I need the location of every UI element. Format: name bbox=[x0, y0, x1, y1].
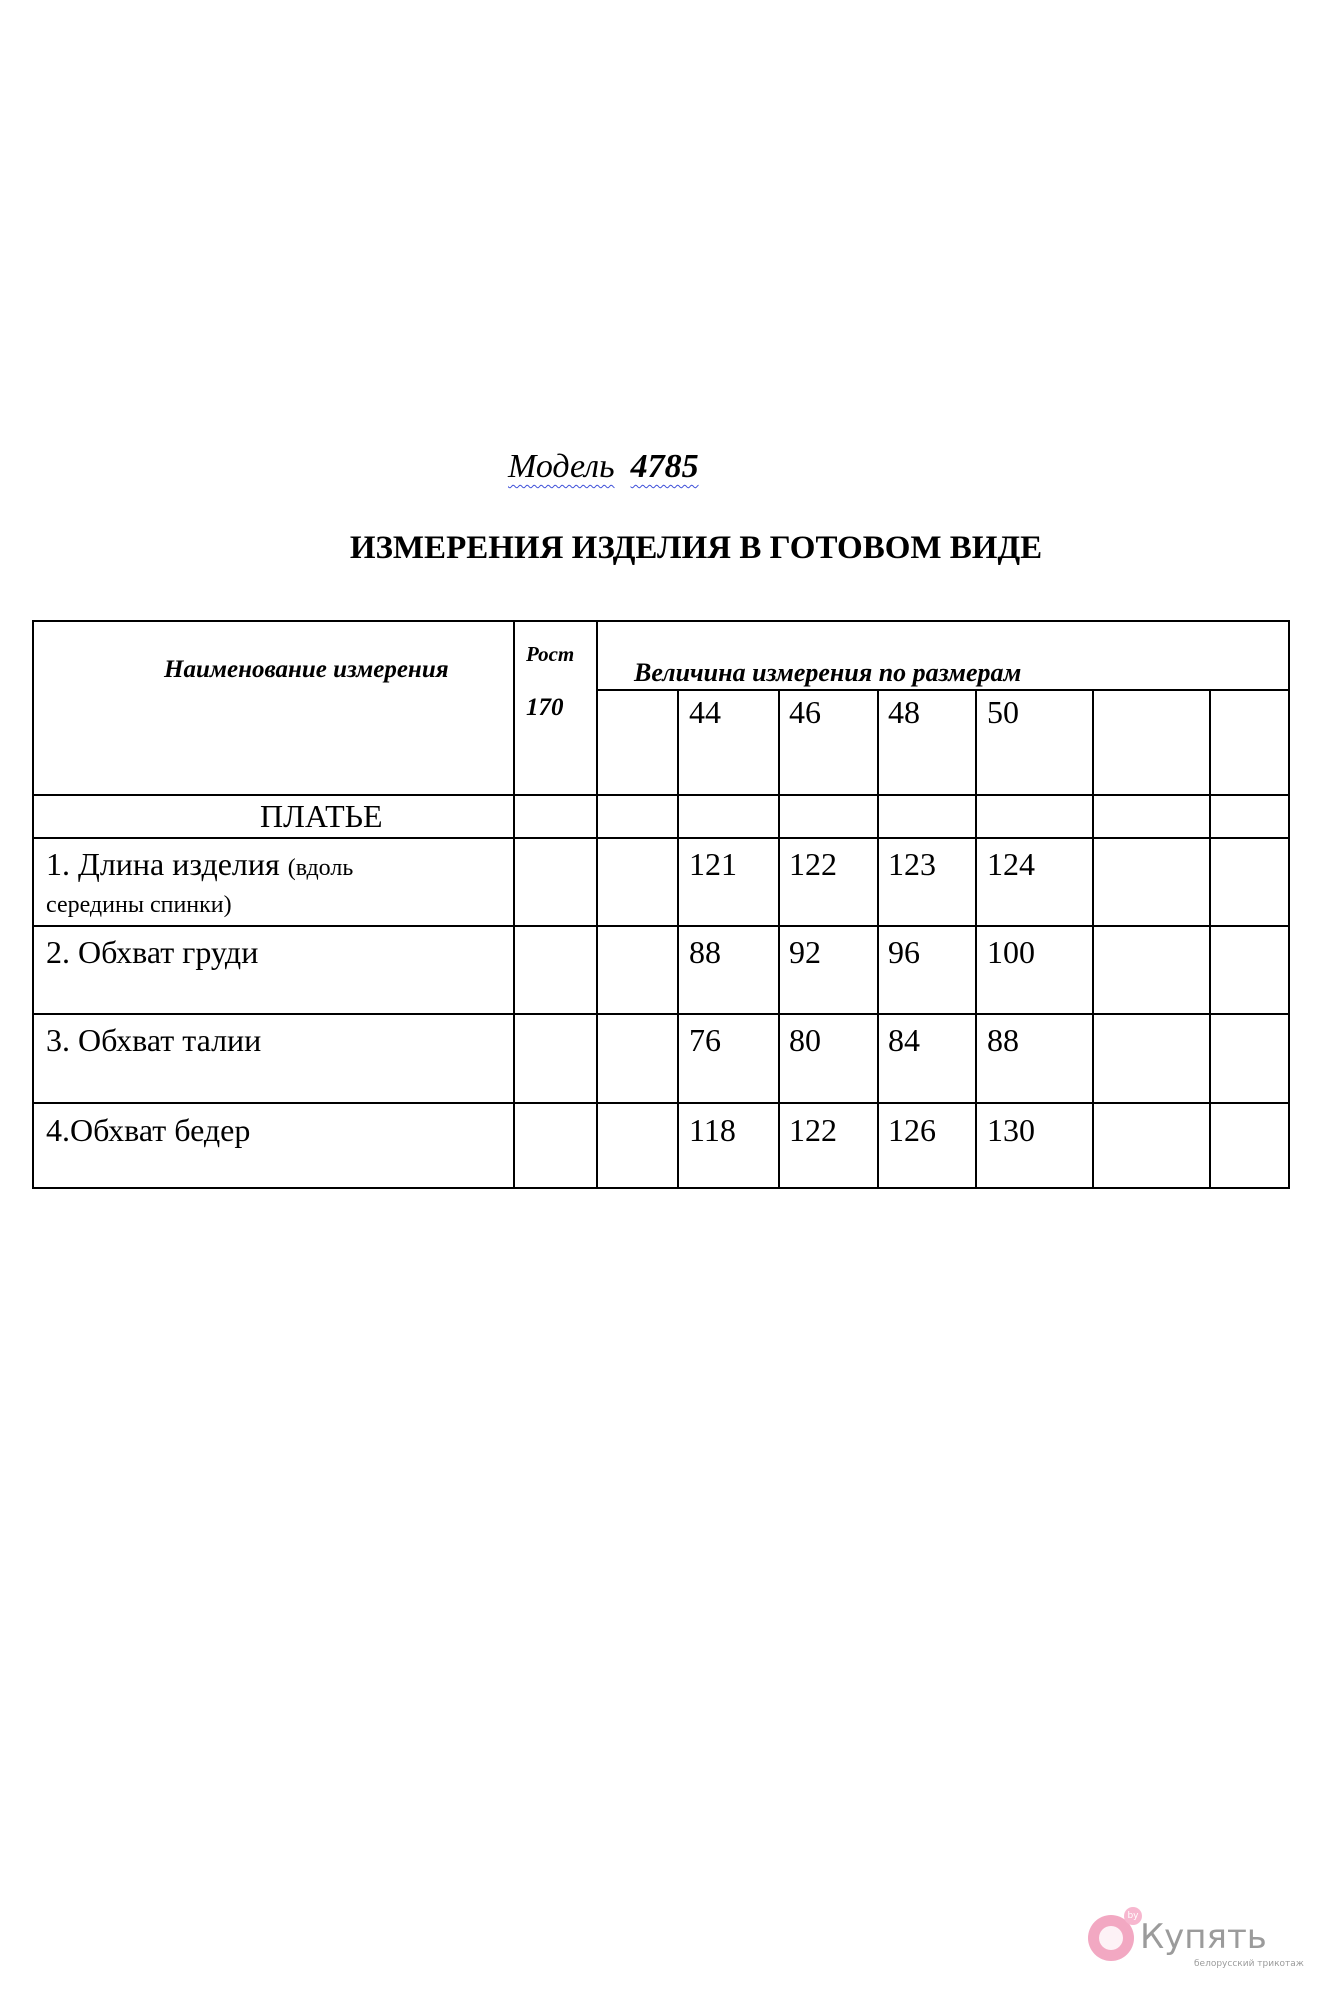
table-cell: 96 bbox=[888, 934, 920, 970]
row-label-text: 1. Длина изделия bbox=[46, 846, 288, 882]
table-col-line-6 bbox=[975, 689, 977, 1189]
logo-badge-inner-icon bbox=[1099, 1926, 1123, 1950]
table-cell: 84 bbox=[888, 1022, 920, 1058]
table-col-line-7 bbox=[1092, 689, 1094, 1189]
table-border-top bbox=[32, 620, 1290, 622]
table-col-line-4 bbox=[778, 689, 780, 1189]
watermark-logo bbox=[1088, 1907, 1304, 1977]
header-values-label: Величина измерения по размерам bbox=[634, 658, 1022, 687]
table-line-row2-bottom bbox=[32, 1013, 1290, 1015]
table-row-label-note: середины спинки) bbox=[46, 892, 232, 918]
header-height-label: Рост bbox=[526, 642, 575, 666]
table-cell: 80 bbox=[789, 1022, 821, 1058]
document-heading: ИЗМЕРЕНИЯ ИЗДЕЛИЯ В ГОТОВОМ ВИДЕ bbox=[349, 530, 1043, 566]
table-border-bottom bbox=[32, 1187, 1290, 1189]
table-row-label bbox=[46, 846, 353, 883]
header-size-50: 50 bbox=[987, 694, 1019, 730]
table-cell: 118 bbox=[689, 1112, 736, 1148]
table-col-line-5 bbox=[877, 689, 879, 1189]
table-cell: 88 bbox=[689, 934, 721, 970]
table-line-row3-bottom bbox=[32, 1102, 1290, 1104]
row-label-note: (вдоль bbox=[287, 855, 354, 881]
measurements-table bbox=[32, 620, 1290, 1189]
table-row-label: 2. Обхват груди bbox=[46, 934, 259, 970]
table-cell: 121 bbox=[689, 846, 737, 882]
table-cell: 124 bbox=[987, 846, 1035, 882]
table-col-line-2 bbox=[596, 620, 598, 1189]
table-line-section-bottom bbox=[32, 837, 1290, 839]
table-line-subheader bbox=[596, 689, 1290, 691]
table-line-header-bottom bbox=[32, 794, 1290, 796]
table-cell: 122 bbox=[789, 1112, 837, 1148]
header-size-48: 48 bbox=[888, 694, 920, 730]
model-label: Модель bbox=[508, 448, 615, 485]
header-measurement-name: Наименование измерения bbox=[164, 656, 449, 683]
logo-subtitle: белорусский трикотаж bbox=[1194, 1959, 1304, 1969]
table-col-line-8 bbox=[1209, 689, 1211, 1189]
model-title bbox=[508, 448, 699, 486]
table-cell: 126 bbox=[888, 1112, 936, 1148]
table-cell: 92 bbox=[789, 934, 821, 970]
section-title: ПЛАТЬЕ bbox=[260, 798, 383, 834]
table-cell: 123 bbox=[888, 846, 936, 882]
table-cell: 76 bbox=[689, 1022, 721, 1058]
table-col-line-1 bbox=[513, 620, 515, 1189]
table-cell: 130 bbox=[987, 1112, 1035, 1148]
table-cell: 122 bbox=[789, 846, 837, 882]
logo-by-badge: by bbox=[1124, 1907, 1142, 1925]
header-size-44: 44 bbox=[689, 694, 721, 730]
table-line-row1-bottom bbox=[32, 925, 1290, 927]
header-height-value: 170 bbox=[526, 694, 564, 721]
header-size-46: 46 bbox=[789, 694, 821, 730]
table-row-label: 4.Обхват бедер bbox=[46, 1112, 251, 1148]
logo-text: Купять bbox=[1140, 1917, 1267, 1957]
table-col-line-3 bbox=[677, 689, 679, 1189]
table-cell: 100 bbox=[987, 934, 1035, 970]
table-border-right bbox=[1288, 620, 1290, 1189]
table-border-left bbox=[32, 620, 34, 1189]
model-number: 4785 bbox=[630, 448, 699, 485]
table-row-label: 3. Обхват талии bbox=[46, 1022, 262, 1058]
table-cell: 88 bbox=[987, 1022, 1019, 1058]
